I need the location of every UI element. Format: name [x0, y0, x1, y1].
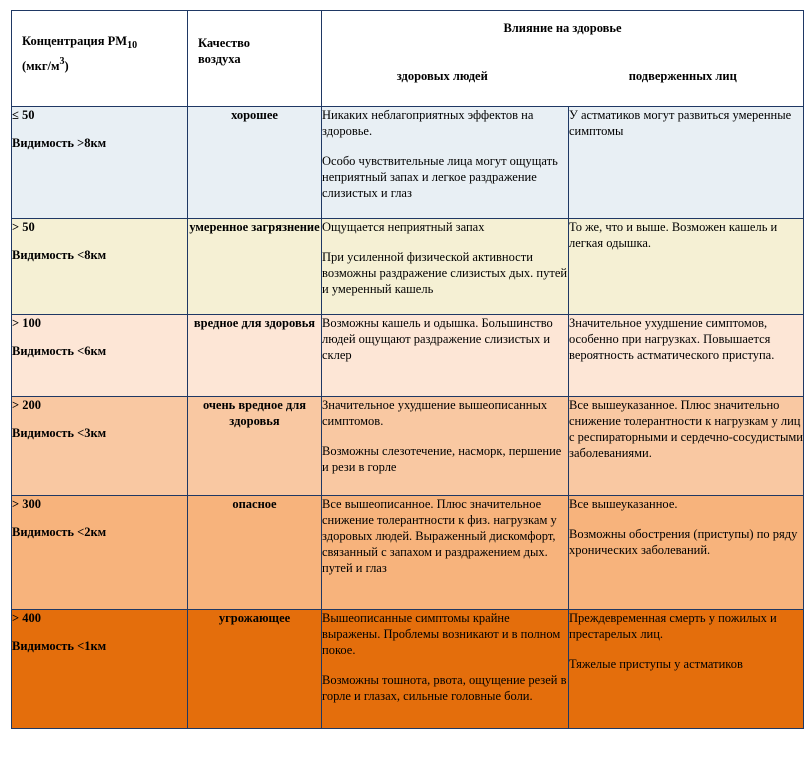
quality-cell: опасное — [188, 496, 322, 610]
table-row — [12, 496, 804, 610]
effect-text: Особо чувствительные лица могут ощущать неприятный запах и легкое раздражение слизистых и глаз — [322, 154, 558, 200]
table-header-row — [12, 11, 804, 107]
header-concentration — [12, 11, 188, 107]
healthy-effects-cell — [322, 315, 569, 397]
effect-text: При усиленной физической активности возможны раздражение слизистых дых. путей и умеренный кашель — [322, 250, 568, 296]
effect-text: Значительное ухудшение симптомов, особенно при нагрузках. Повышается вероятность астматического приступа. — [569, 316, 775, 362]
healthy-effects-cell — [322, 610, 569, 729]
concentration-value: > 400 — [12, 611, 41, 625]
header-quality — [188, 11, 322, 107]
sensitive-effects-cell — [569, 315, 804, 397]
healthy-effects-cell — [322, 496, 569, 610]
effect-text: Никаких неблагоприятных эффектов на здоровье. — [322, 108, 534, 138]
effect-text: Все вышеуказанное. — [569, 497, 678, 511]
visibility-value: Видимость >8км — [12, 136, 107, 150]
header-health-impact — [322, 11, 804, 107]
concentration-cell — [12, 219, 188, 315]
visibility-value: Видимость <3км — [12, 426, 107, 440]
healthy-effects-cell — [322, 397, 569, 496]
effect-text: Вышеописанные симптомы крайне выражены. Проблемы возникают и в полном покое. — [322, 611, 561, 657]
effect-text: Тяжелые приступы у астматиков — [569, 657, 743, 671]
effect-text: Возможны слезотечение, насморк, першение и рези в горле — [322, 444, 562, 474]
sensitive-effects-cell — [569, 219, 804, 315]
effect-text: Возможны тошнота, рвота, ощущение резей в горле и глазах, сильные головные боли. — [322, 673, 567, 703]
sensitive-effects-cell — [569, 397, 804, 496]
effect-text: Возможны обострения (приступы) по ряду хронических заболеваний. — [569, 527, 798, 557]
effect-text: Преждевременная смерть у пожилых и престарелых лиц. — [569, 611, 777, 641]
header-unit-sup: 3 — [59, 56, 65, 67]
effect-text: У астматиков могут развиться умеренные симптомы — [569, 108, 792, 138]
header-health-impact-label: Влияние на здоровье — [503, 21, 622, 35]
concentration-cell — [12, 315, 188, 397]
concentration-value: > 300 — [12, 497, 41, 511]
air-quality-table — [11, 10, 804, 729]
table-row — [12, 610, 804, 729]
table-row — [12, 107, 804, 219]
healthy-effects-cell — [322, 107, 569, 219]
concentration-cell — [12, 397, 188, 496]
table-row — [12, 397, 804, 496]
concentration-value: ≤ 50 — [12, 108, 35, 122]
healthy-effects-cell — [322, 219, 569, 315]
header-sensitive-people: подверженных лиц — [628, 69, 737, 83]
effect-text: Все вышеописанное. Плюс значительное снижение толерантности к физ. нагрузкам у здоровых людей. Выраженный дискомфорт, связанный с запахом и раздражением дых. путей и глаз — [322, 497, 557, 575]
table-row — [12, 219, 804, 315]
concentration-value: > 50 — [12, 220, 35, 234]
sensitive-effects-cell — [569, 610, 804, 729]
effect-text: То же, что и выше. Возможен кашель и легкая одышка. — [569, 220, 778, 250]
quality-cell: очень вредное для здоровья — [188, 397, 322, 496]
header-quality-line1: Качество — [198, 36, 251, 50]
header-unit-label: (мкг/м — [22, 59, 60, 73]
visibility-value: Видимость <8км — [12, 248, 107, 262]
effect-text: Все вышеуказанное. Плюс значительно снижение толерантности к нагрузкам у лиц с респираторными и сердечно-сосудистыми заболеваниями. — [569, 398, 803, 460]
concentration-value: > 100 — [12, 316, 41, 330]
concentration-cell — [12, 496, 188, 610]
effect-text: Возможны кашель и одышка. Большинство людей ощущают раздражение слизистых и склер — [322, 316, 553, 362]
header-concentration-subscript: 10 — [127, 40, 138, 51]
visibility-value: Видимость <6км — [12, 344, 107, 358]
quality-cell: вредное для здоровья — [188, 315, 322, 397]
visibility-value: Видимость <1км — [12, 639, 107, 653]
concentration-cell — [12, 610, 188, 729]
quality-cell: хорошее — [188, 107, 322, 219]
sensitive-effects-cell — [569, 496, 804, 610]
sensitive-effects-cell — [569, 107, 804, 219]
header-concentration-label: Концентрация PM — [22, 34, 128, 48]
header-unit-suffix: ) — [64, 59, 69, 73]
table-row — [12, 315, 804, 397]
quality-cell: умеренное загрязнение — [188, 219, 322, 315]
quality-cell: угрожающее — [188, 610, 322, 729]
concentration-cell — [12, 107, 188, 219]
visibility-value: Видимость <2км — [12, 525, 107, 539]
effect-text: Значительное ухудшение вышеописанных симптомов. — [322, 398, 548, 428]
effect-text: Ощущается неприятный запах — [322, 220, 485, 234]
header-quality-line2: воздуха — [198, 52, 241, 66]
concentration-value: > 200 — [12, 398, 41, 412]
header-healthy-people: здоровых людей — [396, 69, 488, 83]
